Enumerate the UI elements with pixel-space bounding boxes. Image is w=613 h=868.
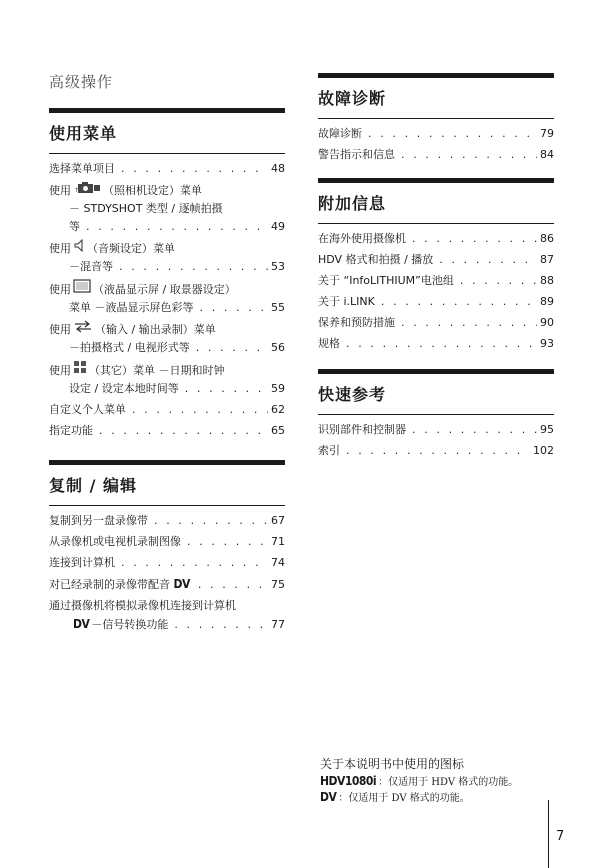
legend-item-dv (320, 790, 518, 806)
entry-text: 使用 (49, 323, 71, 336)
toc-entry-record-from-vcr[interactable] (49, 533, 285, 551)
leader-dots (368, 125, 537, 143)
entry-text: 保养和预防措施 (318, 316, 395, 329)
leader-dots (346, 442, 530, 460)
page-ref: 56 (271, 341, 285, 354)
section-bar (49, 108, 285, 113)
leader-dots (132, 401, 268, 419)
toc-entry-maintenance[interactable] (318, 314, 554, 332)
legend-text: ：仅适用于 DV 格式的功能。 (338, 793, 470, 804)
icon-legend (320, 755, 518, 806)
left-column (49, 108, 285, 634)
legend-text: ：仅适用于 HDV 格式的功能。 (378, 777, 519, 788)
page-ref: 62 (271, 403, 285, 416)
entry-text: 设定 / 设定本地时间等 (69, 382, 179, 395)
leader-dots (174, 616, 268, 634)
leader-dots (412, 230, 537, 248)
page-ref: 65 (271, 424, 285, 437)
toc-entry-assign-buttons[interactable] (49, 422, 285, 440)
entry-text: 对已经录制的录像带配音 (49, 578, 170, 591)
toc-entry-signal-convert[interactable] (49, 597, 285, 634)
entry-text: （其它）菜单 －日期和时钟 (89, 364, 225, 377)
page-ref: 89 (540, 295, 554, 308)
page-ref: 77 (271, 618, 285, 631)
section-bar (49, 460, 285, 465)
section-title-troubleshooting: 故障诊断 (318, 89, 387, 108)
entry-text: 指定功能 (49, 424, 93, 437)
section-rule (318, 223, 554, 224)
camera-icon (73, 181, 101, 200)
page-ref: 67 (271, 514, 285, 527)
section-bar (318, 73, 554, 78)
entry-text: 索引 (318, 444, 340, 457)
page-ref: 49 (271, 220, 285, 233)
toc-entry-others-menu[interactable] (49, 360, 285, 398)
leader-dots (187, 533, 268, 551)
section-title-quick-reference: 快速参考 (318, 385, 387, 404)
entry-text: 使用 (49, 283, 71, 296)
page-ref: 75 (271, 578, 285, 591)
page-ref: 55 (271, 301, 285, 314)
leader-dots (196, 339, 268, 357)
page-ref: 53 (271, 260, 285, 273)
toc-entry-hdv-format[interactable] (318, 251, 554, 269)
entry-text: （照相机设定）菜单 (103, 184, 202, 197)
entry-text: 自定义个人菜单 (49, 403, 126, 416)
toc-entry-troubleshooting[interactable] (318, 125, 554, 143)
legend-title: 关于本说明书中使用的图标 (320, 757, 465, 771)
leader-dots (198, 576, 268, 594)
entry-text: HDV 格式和拍摄 / 播放 (318, 253, 434, 266)
entry-text: 复制到另一盘录像带 (49, 514, 148, 527)
page-ref: 95 (540, 423, 554, 436)
leader-dots (154, 512, 268, 530)
toc-entry-warnings[interactable] (318, 146, 554, 164)
page-ref: 90 (540, 316, 554, 329)
section-bar (318, 178, 554, 183)
entry-text: －拍摄格式 / 电视形式等 (69, 341, 190, 354)
section-rule (49, 505, 285, 506)
entry-text: 识别部件和控制器 (318, 423, 406, 436)
entry-text: 故障诊断 (318, 127, 362, 140)
page-ref: 84 (540, 148, 554, 161)
entry-text: （液晶显示屏 / 取景器设定） (93, 283, 236, 296)
page-ref: 48 (271, 162, 285, 175)
leader-dots (200, 299, 269, 317)
audio-icon (73, 239, 85, 258)
entry-text: 使用 (49, 242, 71, 255)
toc-entry-lcd-menu[interactable] (49, 279, 285, 317)
leader-dots (185, 380, 268, 398)
toc-entry-index[interactable] (318, 442, 554, 460)
section-rule (49, 153, 285, 154)
page-ref: 88 (540, 274, 554, 287)
toc-entry-parts[interactable] (318, 421, 554, 439)
page-ref: 93 (540, 337, 554, 350)
entry-text: 关于 “InfoLITHIUM”电池组 (318, 274, 454, 287)
page-number-rule (548, 800, 549, 868)
page-ref: 71 (271, 535, 285, 548)
hdv1080i-badge: HDV1080i (320, 774, 377, 788)
entry-text: 使用 (49, 364, 71, 377)
entry-text: －信号转换功能 (91, 618, 169, 631)
entry-text: （音频设定）菜单 (87, 242, 175, 255)
entry-text: 使用 (49, 184, 71, 197)
leader-dots (121, 160, 268, 178)
toc-entry-ilink[interactable] (318, 293, 554, 311)
page-ref: 79 (540, 127, 554, 140)
leader-dots (439, 251, 537, 269)
page-ref: 102 (533, 444, 554, 457)
svg-text:↑: ↑ (74, 187, 80, 194)
leader-dots (86, 218, 268, 236)
leader-dots (346, 335, 537, 353)
toc-entry-audio-menu[interactable] (49, 239, 285, 276)
page-number: 7 (556, 829, 565, 844)
entry-text: 警告指示和信息 (318, 148, 395, 161)
entry-text: 在海外使用摄像机 (318, 232, 406, 245)
entry-text: －混音等 (69, 260, 113, 273)
toc-entry-in-out-menu[interactable] (49, 320, 285, 357)
toc-entry-specifications[interactable] (318, 335, 554, 353)
legend-item-hdv (320, 774, 518, 790)
entry-text: 选择菜单项目 (49, 162, 115, 175)
section-title-menus: 使用菜单 (49, 124, 118, 143)
dv-badge: DV (73, 617, 90, 631)
entry-text: 菜单 －液晶显示屏色彩等 (69, 301, 194, 314)
entry-text: 关于 i.LINK (318, 295, 375, 308)
leader-dots (460, 272, 537, 290)
leader-dots (121, 554, 268, 572)
toc-entry-dubbing[interactable] (49, 512, 285, 530)
toc-entry-connect-computer[interactable] (49, 554, 285, 572)
dv-badge: DV (173, 577, 190, 591)
leader-dots (401, 146, 537, 164)
toc-entry-select-menu[interactable] (49, 160, 285, 178)
leader-dots (119, 258, 268, 276)
toc-entry-audio-dub[interactable] (49, 575, 285, 594)
entry-text: 规格 (318, 337, 340, 350)
entry-text: （输入 / 输出录制）菜单 (95, 323, 216, 336)
entry-text: 连接到计算机 (49, 556, 115, 569)
page-ref: 74 (271, 556, 285, 569)
in-out-icon (73, 320, 93, 339)
dv-badge: DV (320, 790, 337, 804)
page-ref: 59 (271, 382, 285, 395)
section-rule (318, 118, 554, 119)
lcd-icon (73, 279, 91, 299)
page-ref: 86 (540, 232, 554, 245)
toc-entry-abroad[interactable] (318, 230, 554, 248)
toc-entry-camera-menu[interactable] (49, 181, 285, 236)
page-ref: 87 (540, 253, 554, 266)
entry-text: 从录像机或电视机录制图像 (49, 535, 181, 548)
section-rule (318, 414, 554, 415)
leader-dots (99, 422, 268, 440)
leader-dots (381, 293, 537, 311)
toc-entry-personal-menu[interactable] (49, 401, 285, 419)
entry-text: － STDYSHOT 类型 / 逐帧拍摄 (69, 202, 223, 215)
leader-dots (412, 421, 537, 439)
section-bar (318, 369, 554, 374)
entry-text: 通过摄像机将模拟录像机连接到计算机 (49, 599, 236, 612)
section-title-dubbing: 复制 / 编辑 (49, 476, 137, 495)
entry-text: 等 (69, 220, 80, 233)
others-icon (73, 360, 87, 380)
toc-entry-infolithium[interactable] (318, 272, 554, 290)
page-header: 高级操作 (49, 73, 114, 91)
right-column (318, 73, 554, 460)
leader-dots (401, 314, 537, 332)
section-title-additional-info: 附加信息 (318, 194, 387, 213)
